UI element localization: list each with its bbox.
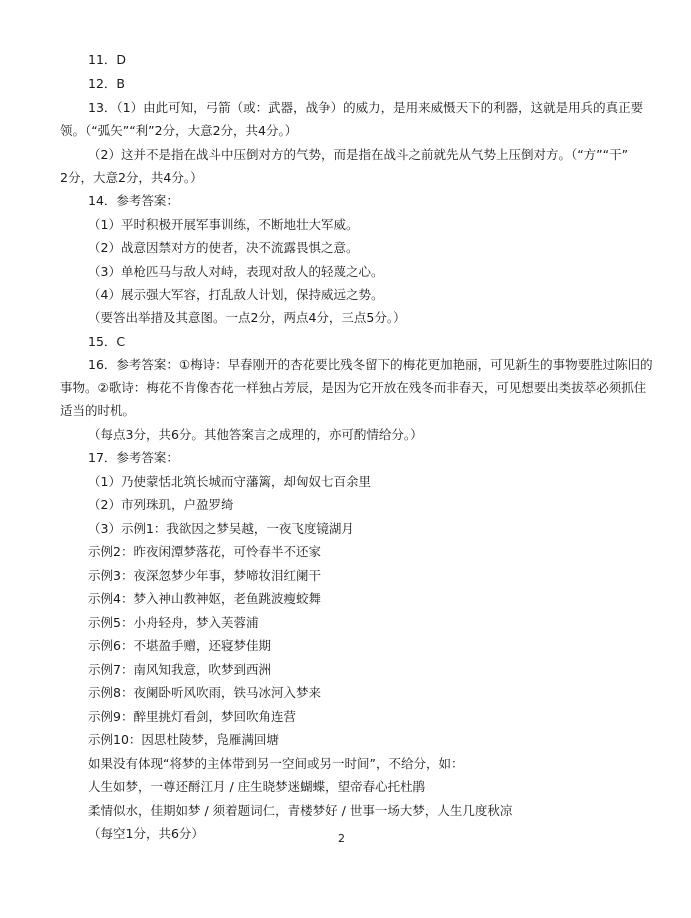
page-number: 2 — [338, 832, 345, 845]
answer-17-note: 如果没有体现“将梦的主体带到另一空间或另一时间”，不给分，如： — [88, 756, 464, 771]
answer-17-example4: 示例4：梦入神山教神妪，老鱼跳波瘦蛟舞 — [88, 591, 321, 606]
answer-16-scoring: （每点3分，共6分。其他答案言之成理的，亦可酌情给分。） — [88, 427, 423, 442]
answer-13-part1-line2: 领。（“弧矢”“利”2分，大意2分，共4分。） — [60, 123, 298, 138]
answer-17-example9: 示例9：醉里挑灯看剑，梦回吹角连营 — [88, 709, 296, 724]
answer-14-scoring: （要答出举措及其意图。一点2分，两点4分，三点5分。） — [88, 310, 406, 325]
answer-14-item3: （3）单枪匹马与敌人对峙，表现对敌人的轻蔑之心。 — [88, 264, 384, 279]
answer-13-part2-line1: （2）这并不是指在战斗中压倒对方的气势，而是指在战斗之前就先从气势上压倒对方。（“方”“干” — [88, 147, 629, 162]
answer-17-example7: 示例7：南风知我意，吹梦到西洲 — [88, 662, 271, 677]
answer-17-example2: 示例2：昨夜闲潭梦落花，可怜春半不还家 — [88, 544, 321, 559]
answer-17-example5: 示例5：小舟轻舟，梦入芙蓉浦 — [88, 615, 259, 630]
answer-16-line1: 16．参考答案：①梅诗：早春刚开的杏花要比残冬留下的梅花更加艳丽，可见新生的事物要胜过陈旧的 — [88, 357, 653, 372]
answer-17-item1: （1）乃使蒙恬北筑长城而守藩篱，却匈奴七百余里 — [88, 474, 371, 489]
answer-17-counterexample1: 人生如梦，一尊还酹江月 / 庄生晓梦迷蝴蝶，望帝春心托杜鹃 — [88, 779, 426, 794]
answer-11: 11．D — [88, 52, 127, 67]
answer-16-line2: 事物。②歌诗：梅花不肯像杏花一样独占芳辰，是因为它开放在残冬而非春天，可见想要出类拔萃必须抓住 — [60, 380, 647, 395]
answer-12: 12．B — [88, 76, 125, 91]
answer-17-item2: （2）市列珠玑，户盈罗绮 — [88, 497, 234, 512]
answer-14-item4: （4）展示强大军容，打乱敌人计划，保持威远之势。 — [88, 287, 384, 302]
answer-17-scoring: （每空1分，共6分） — [88, 826, 204, 841]
answer-17-example10: 示例10：因思杜陵梦，凫雁满回塘 — [88, 732, 279, 747]
answer-17-counterexample2: 柔情似水，佳期如梦 / 须着题词仁，青楼梦好 / 世事一场大梦，人生几度秋凉 — [88, 803, 513, 818]
answer-14-heading: 14．参考答案： — [88, 193, 179, 208]
answer-14-item2: （2）战意因禁对方的使者，决不流露畏惧之意。 — [88, 240, 359, 255]
answer-14-item1: （1）平时积极开展军事训练，不断地壮大军威。 — [88, 217, 359, 232]
answer-17-heading: 17．参考答案： — [88, 450, 179, 465]
answer-13-part1-line1: 13．（1）由此可知，弓箭（或：武器，战争）的威力，是用来威慑天下的利器，这就是用兵的真正要 — [88, 100, 644, 115]
answer-17-example1: （3）示例1：我欲因之梦吴越，一夜飞度镜湖月 — [88, 521, 354, 536]
answer-17-example6: 示例6：不堪盈手赠，还寝梦佳期 — [88, 638, 271, 653]
answer-17-example3: 示例3：夜深忽梦少年事，梦啼妆泪红阑干 — [88, 568, 321, 583]
answer-15: 15．C — [88, 334, 126, 349]
answer-13-part2-line2: 2分，大意2分，共4分。） — [60, 170, 203, 185]
answer-17-example8: 示例8：夜阑卧听风吹雨，铁马冰河入梦来 — [88, 685, 321, 700]
answer-16-line3: 适当的时机。 — [60, 403, 136, 418]
